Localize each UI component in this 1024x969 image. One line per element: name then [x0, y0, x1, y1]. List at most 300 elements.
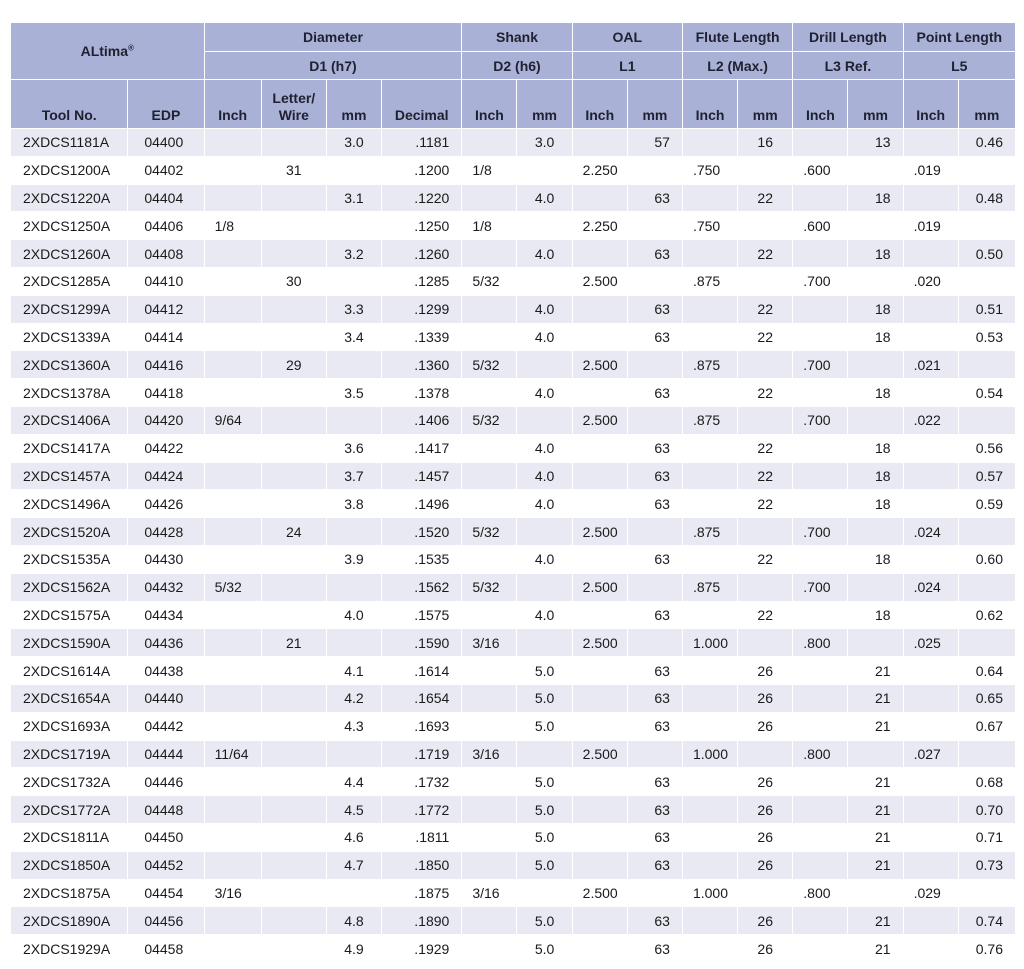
cell-shank-mm — [517, 406, 572, 434]
cell-shank-mm: 5.0 — [517, 657, 572, 685]
cell-oal-inch — [572, 823, 627, 851]
cell-flute-mm: 22 — [738, 545, 793, 573]
cell-shank-mm: 4.0 — [517, 601, 572, 629]
cell-d1-letter-wire — [261, 295, 326, 323]
cell-point-inch: .027 — [903, 740, 958, 768]
table-row — [11, 184, 1016, 212]
cell-edp: 04434 — [128, 601, 204, 629]
cell-oal-inch — [572, 796, 627, 824]
cell-oal-inch: 2.500 — [572, 740, 627, 768]
cell-d1-decimal: .1875 — [382, 879, 462, 907]
cell-point-inch: .020 — [903, 267, 958, 295]
cell-oal-inch — [572, 379, 627, 407]
column-header-d1-decimal: Decimal — [382, 80, 462, 129]
cell-edp: 04442 — [128, 712, 204, 740]
cell-oal-inch — [572, 601, 627, 629]
cell-d1-mm — [326, 156, 381, 184]
cell-d1-letter-wire — [261, 601, 326, 629]
shank-subheader: D2 (h6) — [462, 52, 572, 80]
cell-shank-inch — [462, 379, 517, 407]
cell-edp: 04402 — [128, 156, 204, 184]
cell-d1-mm: 4.6 — [326, 823, 381, 851]
cell-shank-mm: 4.0 — [517, 295, 572, 323]
cell-shank-inch: 1/8 — [462, 156, 517, 184]
cell-edp: 04426 — [128, 490, 204, 518]
cell-tool-no: 2XDCS1575A — [11, 601, 128, 629]
cell-tool-no: 2XDCS1200A — [11, 156, 128, 184]
cell-drill-inch: .600 — [793, 212, 848, 240]
cell-flute-mm — [738, 518, 793, 546]
cell-d1-mm: 3.2 — [326, 240, 381, 268]
cell-flute-inch — [682, 657, 737, 685]
cell-flute-mm: 22 — [738, 434, 793, 462]
cell-d1-inch — [204, 851, 261, 879]
cell-drill-mm: 18 — [848, 323, 903, 351]
cell-shank-inch — [462, 907, 517, 935]
cell-d1-inch — [204, 267, 261, 295]
cell-d1-decimal: .1181 — [382, 129, 462, 157]
cell-d1-letter-wire — [261, 657, 326, 685]
cell-drill-inch — [793, 379, 848, 407]
cell-tool-no: 2XDCS1260A — [11, 240, 128, 268]
cell-shank-inch — [462, 768, 517, 796]
cell-d1-inch — [204, 518, 261, 546]
cell-point-mm: 0.56 — [958, 434, 1015, 462]
cell-drill-inch — [793, 935, 848, 963]
cell-flute-inch: .875 — [682, 518, 737, 546]
cell-shank-inch: 5/32 — [462, 267, 517, 295]
cell-d1-inch: 3/16 — [204, 879, 261, 907]
cell-d1-letter-wire — [261, 907, 326, 935]
cell-point-mm — [958, 267, 1015, 295]
cell-d1-decimal: .1260 — [382, 240, 462, 268]
cell-d1-inch — [204, 462, 261, 490]
cell-oal-inch — [572, 545, 627, 573]
cell-d1-decimal: .1378 — [382, 379, 462, 407]
table-row — [11, 406, 1016, 434]
cell-shank-inch: 5/32 — [462, 351, 517, 379]
point-length-subheader: L5 — [903, 52, 1015, 80]
cell-d1-decimal: .1496 — [382, 490, 462, 518]
cell-d1-letter-wire — [261, 823, 326, 851]
table-row — [11, 629, 1016, 657]
cell-d1-decimal: .1360 — [382, 351, 462, 379]
cell-drill-inch — [793, 796, 848, 824]
cell-drill-inch: .700 — [793, 406, 848, 434]
cell-d1-decimal: .1614 — [382, 657, 462, 685]
cell-drill-mm: 21 — [848, 907, 903, 935]
cell-drill-inch — [793, 768, 848, 796]
cell-d1-mm — [326, 406, 381, 434]
table-row — [11, 462, 1016, 490]
cell-shank-inch — [462, 184, 517, 212]
cell-shank-mm: 4.0 — [517, 462, 572, 490]
cell-tool-no: 2XDCS1181A — [11, 129, 128, 157]
table-row — [11, 545, 1016, 573]
drill-spec-table — [10, 22, 1016, 963]
cell-d1-mm: 4.0 — [326, 601, 381, 629]
cell-oal-inch — [572, 240, 627, 268]
cell-drill-inch — [793, 851, 848, 879]
cell-flute-mm: 22 — [738, 295, 793, 323]
cell-drill-mm — [848, 351, 903, 379]
cell-tool-no: 2XDCS1520A — [11, 518, 128, 546]
cell-shank-mm: 4.0 — [517, 240, 572, 268]
cell-d1-inch: 1/8 — [204, 212, 261, 240]
cell-drill-mm: 18 — [848, 240, 903, 268]
cell-d1-letter-wire: 31 — [261, 156, 326, 184]
cell-point-inch — [903, 129, 958, 157]
cell-d1-inch: 11/64 — [204, 740, 261, 768]
cell-shank-inch — [462, 462, 517, 490]
brand-header — [11, 23, 205, 80]
cell-tool-no: 2XDCS1875A — [11, 879, 128, 907]
cell-shank-inch: 3/16 — [462, 740, 517, 768]
cell-flute-inch — [682, 601, 737, 629]
cell-d1-inch: 5/32 — [204, 573, 261, 601]
cell-flute-mm: 26 — [738, 907, 793, 935]
cell-shank-inch — [462, 851, 517, 879]
cell-flute-mm — [738, 156, 793, 184]
cell-d1-inch — [204, 129, 261, 157]
column-header-d1-inch: Inch — [204, 80, 261, 129]
cell-tool-no: 2XDCS1772A — [11, 796, 128, 824]
cell-point-mm — [958, 212, 1015, 240]
cell-drill-inch — [793, 907, 848, 935]
cell-tool-no: 2XDCS1654A — [11, 684, 128, 712]
cell-flute-inch: .750 — [682, 212, 737, 240]
cell-edp: 04450 — [128, 823, 204, 851]
cell-d1-decimal: .1417 — [382, 434, 462, 462]
cell-edp: 04410 — [128, 267, 204, 295]
cell-oal-inch: 2.250 — [572, 212, 627, 240]
cell-oal-inch: 2.500 — [572, 406, 627, 434]
diameter-header: Diameter — [204, 23, 462, 52]
cell-oal-mm: 63 — [627, 796, 682, 824]
cell-d1-letter-wire — [261, 684, 326, 712]
cell-drill-mm: 18 — [848, 601, 903, 629]
cell-point-mm: 0.76 — [958, 935, 1015, 963]
cell-d1-mm: 3.0 — [326, 129, 381, 157]
cell-d1-letter-wire — [261, 573, 326, 601]
cell-drill-inch — [793, 434, 848, 462]
cell-shank-inch — [462, 295, 517, 323]
cell-oal-mm: 63 — [627, 684, 682, 712]
cell-point-mm: 0.48 — [958, 184, 1015, 212]
cell-edp: 04436 — [128, 629, 204, 657]
cell-edp: 04430 — [128, 545, 204, 573]
cell-d1-inch — [204, 295, 261, 323]
cell-flute-mm: 26 — [738, 684, 793, 712]
cell-drill-mm: 18 — [848, 545, 903, 573]
cell-point-mm: 0.59 — [958, 490, 1015, 518]
cell-d1-letter-wire — [261, 851, 326, 879]
cell-drill-mm: 21 — [848, 823, 903, 851]
cell-oal-mm: 63 — [627, 379, 682, 407]
cell-d1-letter-wire: 24 — [261, 518, 326, 546]
cell-oal-mm — [627, 267, 682, 295]
cell-oal-inch — [572, 684, 627, 712]
cell-edp: 04428 — [128, 518, 204, 546]
cell-oal-inch: 2.250 — [572, 156, 627, 184]
cell-d1-letter-wire — [261, 545, 326, 573]
cell-flute-mm: 22 — [738, 601, 793, 629]
cell-flute-inch — [682, 712, 737, 740]
cell-drill-inch — [793, 184, 848, 212]
cell-flute-inch: 1.000 — [682, 629, 737, 657]
cell-flute-mm: 26 — [738, 823, 793, 851]
cell-drill-inch — [793, 323, 848, 351]
cell-point-mm: 0.60 — [958, 545, 1015, 573]
cell-oal-mm — [627, 629, 682, 657]
shank-header: Shank — [462, 23, 572, 52]
cell-drill-mm — [848, 406, 903, 434]
cell-d1-letter-wire — [261, 712, 326, 740]
cell-shank-inch — [462, 935, 517, 963]
cell-d1-inch — [204, 907, 261, 935]
cell-drill-mm: 18 — [848, 295, 903, 323]
cell-point-inch — [903, 601, 958, 629]
cell-point-inch — [903, 490, 958, 518]
cell-shank-inch — [462, 545, 517, 573]
cell-tool-no: 2XDCS1719A — [11, 740, 128, 768]
cell-d1-decimal: .1719 — [382, 740, 462, 768]
cell-tool-no: 2XDCS1732A — [11, 768, 128, 796]
cell-drill-mm — [848, 212, 903, 240]
cell-d1-decimal: .1406 — [382, 406, 462, 434]
column-header-point-mm: mm — [958, 80, 1015, 129]
cell-drill-mm: 21 — [848, 851, 903, 879]
cell-point-mm — [958, 879, 1015, 907]
cell-point-inch: .019 — [903, 156, 958, 184]
brand-name: ALtima — [80, 43, 129, 59]
cell-shank-inch: 3/16 — [462, 879, 517, 907]
cell-d1-inch — [204, 323, 261, 351]
cell-d1-letter-wire — [261, 434, 326, 462]
cell-drill-inch: .700 — [793, 573, 848, 601]
cell-point-inch: .021 — [903, 351, 958, 379]
cell-oal-mm — [627, 879, 682, 907]
cell-oal-inch — [572, 712, 627, 740]
cell-d1-decimal: .1339 — [382, 323, 462, 351]
cell-drill-mm: 21 — [848, 796, 903, 824]
cell-d1-inch — [204, 351, 261, 379]
cell-point-inch — [903, 184, 958, 212]
cell-shank-inch — [462, 129, 517, 157]
cell-flute-inch: .875 — [682, 267, 737, 295]
cell-shank-mm — [517, 740, 572, 768]
cell-d1-decimal: .1299 — [382, 295, 462, 323]
cell-shank-inch — [462, 684, 517, 712]
table-row — [11, 267, 1016, 295]
cell-oal-mm — [627, 406, 682, 434]
cell-oal-inch — [572, 462, 627, 490]
cell-d1-inch — [204, 796, 261, 824]
cell-flute-inch — [682, 295, 737, 323]
cell-d1-letter-wire — [261, 462, 326, 490]
cell-d1-inch — [204, 768, 261, 796]
cell-d1-inch — [204, 379, 261, 407]
table-row — [11, 295, 1016, 323]
cell-flute-inch: 1.000 — [682, 879, 737, 907]
cell-oal-mm: 63 — [627, 240, 682, 268]
cell-tool-no: 2XDCS1535A — [11, 545, 128, 573]
cell-drill-mm: 21 — [848, 935, 903, 963]
cell-shank-mm: 5.0 — [517, 851, 572, 879]
table-body — [11, 129, 1016, 963]
column-header-oal-inch: Inch — [572, 80, 627, 129]
cell-edp: 04404 — [128, 184, 204, 212]
cell-tool-no: 2XDCS1811A — [11, 823, 128, 851]
cell-d1-decimal: .1811 — [382, 823, 462, 851]
cell-edp: 04416 — [128, 351, 204, 379]
cell-point-inch — [903, 907, 958, 935]
cell-point-inch — [903, 545, 958, 573]
cell-tool-no: 2XDCS1693A — [11, 712, 128, 740]
cell-oal-mm: 63 — [627, 935, 682, 963]
cell-flute-inch — [682, 184, 737, 212]
cell-drill-mm: 21 — [848, 657, 903, 685]
cell-point-mm: 0.51 — [958, 295, 1015, 323]
cell-flute-mm — [738, 629, 793, 657]
cell-tool-no: 2XDCS1890A — [11, 907, 128, 935]
cell-d1-inch — [204, 434, 261, 462]
cell-shank-inch — [462, 240, 517, 268]
cell-d1-decimal: .1890 — [382, 907, 462, 935]
cell-point-mm: 0.57 — [958, 462, 1015, 490]
cell-edp: 04456 — [128, 907, 204, 935]
cell-d1-inch: 9/64 — [204, 406, 261, 434]
cell-d1-letter-wire — [261, 796, 326, 824]
cell-edp: 04412 — [128, 295, 204, 323]
table-row — [11, 601, 1016, 629]
cell-point-inch — [903, 295, 958, 323]
cell-d1-mm: 4.3 — [326, 712, 381, 740]
column-header-shank-mm: mm — [517, 80, 572, 129]
column-header-tool-no: Tool No. — [11, 80, 128, 129]
cell-drill-inch: .800 — [793, 740, 848, 768]
cell-flute-inch — [682, 545, 737, 573]
column-header-drill-inch: Inch — [793, 80, 848, 129]
cell-drill-inch — [793, 240, 848, 268]
cell-point-mm — [958, 351, 1015, 379]
table-row — [11, 518, 1016, 546]
cell-drill-mm — [848, 267, 903, 295]
cell-d1-mm: 3.7 — [326, 462, 381, 490]
cell-flute-inch: .750 — [682, 156, 737, 184]
cell-tool-no: 2XDCS1406A — [11, 406, 128, 434]
cell-d1-mm: 4.1 — [326, 657, 381, 685]
cell-tool-no: 2XDCS1250A — [11, 212, 128, 240]
cell-d1-letter-wire: 21 — [261, 629, 326, 657]
cell-drill-inch — [793, 545, 848, 573]
cell-drill-inch — [793, 657, 848, 685]
cell-flute-inch: .875 — [682, 351, 737, 379]
table-row — [11, 907, 1016, 935]
table-row — [11, 323, 1016, 351]
cell-d1-mm — [326, 573, 381, 601]
cell-oal-inch — [572, 434, 627, 462]
cell-shank-inch: 1/8 — [462, 212, 517, 240]
cell-oal-mm: 63 — [627, 657, 682, 685]
cell-point-mm: 0.70 — [958, 796, 1015, 824]
cell-oal-mm — [627, 351, 682, 379]
spec-table-container — [10, 22, 1016, 963]
cell-d1-decimal: .1732 — [382, 768, 462, 796]
cell-oal-inch: 2.500 — [572, 518, 627, 546]
cell-point-mm: 0.54 — [958, 379, 1015, 407]
table-row — [11, 768, 1016, 796]
cell-d1-mm: 4.2 — [326, 684, 381, 712]
cell-tool-no: 2XDCS1562A — [11, 573, 128, 601]
cell-d1-letter-wire — [261, 490, 326, 518]
cell-drill-mm — [848, 573, 903, 601]
cell-point-mm: 0.74 — [958, 907, 1015, 935]
cell-drill-mm — [848, 156, 903, 184]
cell-drill-mm: 13 — [848, 129, 903, 157]
cell-d1-mm — [326, 629, 381, 657]
cell-edp: 04444 — [128, 740, 204, 768]
cell-tool-no: 2XDCS1360A — [11, 351, 128, 379]
cell-tool-no: 2XDCS1378A — [11, 379, 128, 407]
cell-oal-mm: 63 — [627, 184, 682, 212]
cell-d1-letter-wire — [261, 379, 326, 407]
cell-shank-mm — [517, 629, 572, 657]
cell-d1-letter-wire — [261, 240, 326, 268]
oal-header: OAL — [572, 23, 682, 52]
cell-oal-inch — [572, 768, 627, 796]
cell-oal-inch: 2.500 — [572, 629, 627, 657]
cell-d1-mm: 4.5 — [326, 796, 381, 824]
table-row — [11, 879, 1016, 907]
cell-drill-inch: .700 — [793, 518, 848, 546]
brand-registered-mark: ® — [128, 43, 134, 53]
cell-tool-no: 2XDCS1614A — [11, 657, 128, 685]
cell-drill-mm — [848, 740, 903, 768]
cell-tool-no: 2XDCS1220A — [11, 184, 128, 212]
cell-shank-mm: 3.0 — [517, 129, 572, 157]
cell-flute-mm: 26 — [738, 657, 793, 685]
cell-flute-inch — [682, 323, 737, 351]
cell-oal-inch — [572, 657, 627, 685]
cell-oal-inch — [572, 323, 627, 351]
cell-tool-no: 2XDCS1590A — [11, 629, 128, 657]
cell-edp: 04400 — [128, 129, 204, 157]
table-row — [11, 156, 1016, 184]
cell-point-mm — [958, 740, 1015, 768]
cell-edp: 04414 — [128, 323, 204, 351]
cell-flute-inch — [682, 240, 737, 268]
cell-flute-mm: 16 — [738, 129, 793, 157]
cell-shank-mm — [517, 573, 572, 601]
column-header-flute-mm: mm — [738, 80, 793, 129]
cell-flute-inch — [682, 434, 737, 462]
cell-shank-mm: 4.0 — [517, 184, 572, 212]
cell-point-inch: .019 — [903, 212, 958, 240]
cell-oal-mm: 57 — [627, 129, 682, 157]
cell-point-mm: 0.64 — [958, 657, 1015, 685]
point-length-header: Point Length — [903, 23, 1015, 52]
cell-shank-mm: 4.0 — [517, 323, 572, 351]
cell-shank-mm: 4.0 — [517, 545, 572, 573]
cell-shank-mm: 4.0 — [517, 490, 572, 518]
cell-edp: 04408 — [128, 240, 204, 268]
cell-oal-mm: 63 — [627, 462, 682, 490]
cell-drill-mm: 18 — [848, 379, 903, 407]
cell-d1-letter-wire — [261, 184, 326, 212]
cell-d1-mm: 3.1 — [326, 184, 381, 212]
cell-oal-mm: 63 — [627, 851, 682, 879]
